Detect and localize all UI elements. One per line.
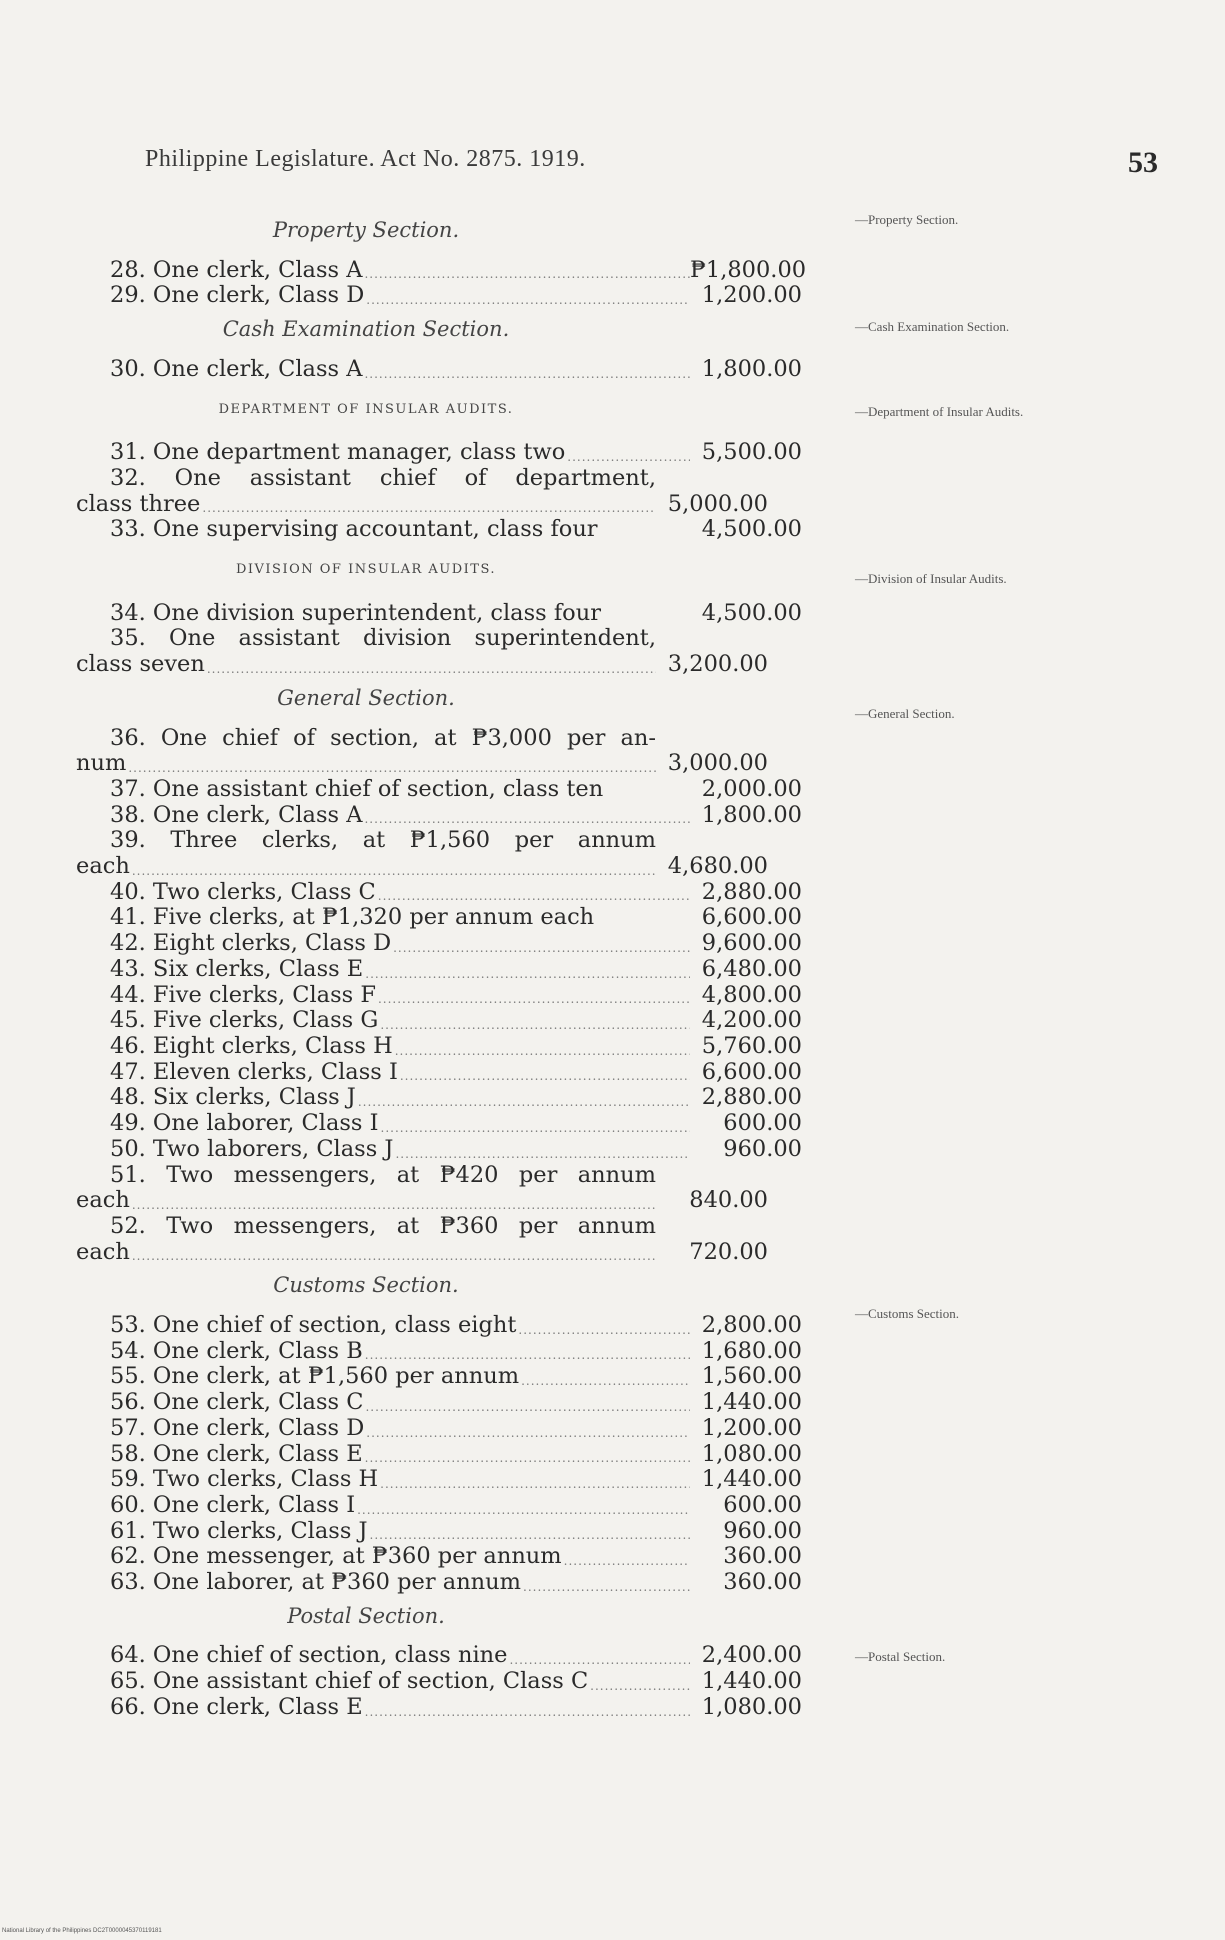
item-amount: 6,600.00 bbox=[701, 1058, 802, 1085]
item-description bbox=[76, 880, 690, 906]
list-item bbox=[76, 854, 856, 880]
list-item bbox=[76, 1493, 856, 1519]
item-text: class three bbox=[76, 491, 201, 517]
item-text: 28. One clerk, Class A bbox=[110, 257, 363, 283]
dot-leader bbox=[364, 365, 690, 383]
item-text: 55. One clerk, at ₱1,560 per annum bbox=[110, 1364, 520, 1390]
item-amount: 6,600.00 bbox=[701, 904, 802, 931]
dot-leader bbox=[378, 887, 690, 905]
item-amount: 5,500.00 bbox=[701, 439, 802, 466]
dot-leader bbox=[521, 1372, 690, 1390]
list-item bbox=[76, 517, 856, 543]
item-text: 38. One clerk, Class A bbox=[110, 802, 363, 828]
dot-leader bbox=[378, 990, 690, 1008]
dot-leader bbox=[365, 1449, 690, 1467]
item-amount: 1,200.00 bbox=[701, 282, 802, 309]
list-item bbox=[76, 1111, 856, 1137]
list-item bbox=[76, 1008, 856, 1034]
dot-leader bbox=[370, 1526, 690, 1544]
item-description bbox=[76, 1034, 690, 1060]
item-text-line: 32. One assistant chief of department, bbox=[110, 464, 656, 491]
item-description bbox=[76, 1467, 690, 1493]
list-item bbox=[76, 751, 856, 777]
list-item bbox=[76, 1669, 856, 1695]
item-text: 49. One laborer, Class I bbox=[110, 1111, 379, 1137]
item-amount: 5,760.00 bbox=[701, 1032, 802, 1059]
item-amount: 2,000.00 bbox=[701, 775, 802, 802]
item-amount: 1,800.00 bbox=[701, 355, 802, 382]
list-item bbox=[76, 1519, 856, 1545]
archive-footer: National Library of the Philippines DC2T0000045370119181 bbox=[2, 1928, 162, 1934]
item-amount: 1,440.00 bbox=[701, 1466, 802, 1493]
item-description bbox=[76, 258, 690, 284]
list-item bbox=[76, 283, 856, 309]
list-item bbox=[76, 1570, 856, 1596]
item-description bbox=[76, 983, 690, 1009]
list-item bbox=[76, 1085, 856, 1111]
item-text: 40. Two clerks, Class C bbox=[110, 879, 376, 905]
item-description bbox=[76, 1695, 690, 1721]
dot-leader bbox=[132, 1196, 656, 1214]
item-amount: 4,800.00 bbox=[701, 981, 802, 1008]
item-amount: 960.00 bbox=[723, 1517, 802, 1544]
dot-leader bbox=[207, 660, 656, 678]
item-description bbox=[76, 1060, 690, 1086]
item-description bbox=[76, 357, 690, 383]
dot-leader bbox=[366, 291, 690, 309]
dot-leader bbox=[364, 265, 690, 283]
item-amount: 2,800.00 bbox=[701, 1312, 802, 1339]
list-item bbox=[76, 1467, 856, 1493]
item-description bbox=[76, 931, 690, 957]
dot-leader bbox=[518, 1321, 690, 1339]
list-item bbox=[76, 1137, 856, 1163]
list-item bbox=[76, 440, 856, 466]
dot-leader bbox=[564, 1552, 690, 1570]
item-text: 31. One department manager, class two bbox=[110, 440, 566, 466]
running-header: Philippine Legislature. Act No. 2875. 1919. bbox=[145, 146, 586, 172]
list-item bbox=[76, 1544, 856, 1570]
list-item bbox=[76, 652, 856, 678]
item-amount: 600.00 bbox=[723, 1491, 802, 1518]
dot-leader bbox=[380, 1475, 690, 1493]
dot-leader bbox=[395, 1042, 690, 1060]
dot-leader bbox=[393, 939, 690, 957]
margin-note: —Cash Examination Section. bbox=[855, 319, 1010, 334]
section-title: Cash Examination Section. bbox=[222, 317, 510, 342]
margin-note: —Property Section. bbox=[855, 212, 959, 227]
item-description bbox=[76, 1137, 690, 1163]
item-text: each bbox=[76, 1239, 130, 1265]
list-item bbox=[76, 1390, 856, 1416]
section-title: DIVISION OF INSULAR AUDITS. bbox=[235, 562, 497, 578]
item-description bbox=[76, 1364, 690, 1390]
dot-leader bbox=[366, 1424, 690, 1442]
item-description bbox=[76, 601, 690, 627]
item-description bbox=[76, 492, 656, 518]
item-text: 64. One chief of section, class nine bbox=[110, 1643, 508, 1669]
list-item bbox=[76, 1060, 856, 1086]
item-text: 47. Eleven clerks, Class I bbox=[110, 1059, 398, 1085]
item-text: 50. Two laborers, Class J bbox=[110, 1136, 394, 1162]
item-text-line: 36. One chief of section, at ₱3,000 per an- bbox=[110, 724, 656, 751]
item-text: 59. Two clerks, Class H bbox=[110, 1467, 379, 1493]
dot-leader bbox=[380, 1016, 690, 1034]
dot-leader bbox=[590, 1677, 690, 1695]
item-text: 37. One assistant chief of section, class ten bbox=[110, 776, 604, 802]
page-number: 53 bbox=[1128, 146, 1158, 179]
item-amount: 3,000.00 bbox=[667, 750, 768, 777]
item-description bbox=[76, 905, 690, 931]
item-text: each bbox=[76, 1188, 130, 1214]
item-amount: 1,560.00 bbox=[701, 1363, 802, 1390]
item-description bbox=[76, 1544, 690, 1570]
margin-note: —General Section. bbox=[855, 706, 955, 721]
list-item bbox=[76, 492, 856, 518]
list-item bbox=[76, 601, 856, 627]
item-description bbox=[76, 777, 690, 803]
item-description bbox=[76, 854, 656, 880]
item-amount: 4,680.00 bbox=[667, 853, 768, 880]
dot-leader bbox=[509, 1651, 690, 1669]
item-description bbox=[76, 803, 690, 829]
item-description bbox=[76, 1240, 656, 1266]
list-item bbox=[76, 803, 856, 829]
list-item bbox=[76, 258, 856, 284]
item-description bbox=[76, 751, 656, 777]
item-amount: 9,600.00 bbox=[701, 930, 802, 957]
section-title: Postal Section. bbox=[287, 1603, 445, 1628]
item-amount: ₱1,800.00 bbox=[690, 256, 807, 283]
item-description bbox=[76, 1442, 690, 1468]
item-text: num bbox=[76, 751, 127, 777]
item-text: 45. Five clerks, Class G bbox=[110, 1008, 379, 1034]
item-description bbox=[76, 1519, 690, 1545]
dot-leader bbox=[202, 499, 656, 517]
item-description bbox=[76, 1313, 690, 1339]
section-title: Property Section. bbox=[272, 218, 460, 242]
list-item bbox=[76, 1695, 856, 1721]
item-description bbox=[76, 1188, 656, 1214]
list-item bbox=[76, 1313, 856, 1339]
appropriation-list bbox=[76, 210, 856, 1721]
item-amount: 1,440.00 bbox=[701, 1389, 802, 1416]
item-description bbox=[76, 440, 690, 466]
list-item bbox=[76, 983, 856, 1009]
dot-leader bbox=[365, 1346, 690, 1364]
list-item bbox=[76, 1442, 856, 1468]
dot-leader bbox=[132, 1247, 656, 1265]
item-text: 58. One clerk, Class E bbox=[110, 1441, 363, 1467]
section-title: General Section. bbox=[277, 685, 455, 710]
item-amount: 1,680.00 bbox=[701, 1337, 802, 1364]
section-title: DEPARTMENT OF INSULAR AUDITS. bbox=[218, 401, 514, 417]
item-text: 56. One clerk, Class C bbox=[110, 1390, 364, 1416]
list-item bbox=[76, 1188, 856, 1214]
list-item bbox=[76, 1240, 856, 1266]
item-text: 30. One clerk, Class A bbox=[110, 356, 363, 382]
item-description bbox=[76, 283, 690, 309]
dot-leader bbox=[395, 1145, 690, 1163]
item-amount: 960.00 bbox=[723, 1135, 802, 1162]
item-amount: 1,440.00 bbox=[701, 1668, 802, 1695]
list-item bbox=[76, 1034, 856, 1060]
dot-leader bbox=[358, 1093, 690, 1111]
dot-leader bbox=[357, 1501, 690, 1519]
list-item bbox=[76, 957, 856, 983]
item-description bbox=[76, 957, 690, 983]
item-amount: 720.00 bbox=[689, 1238, 768, 1265]
dot-leader bbox=[523, 1578, 690, 1596]
item-text: 44. Five clerks, Class F bbox=[110, 982, 376, 1008]
item-text: 61. Two clerks, Class J bbox=[110, 1518, 368, 1544]
item-amount: 4,500.00 bbox=[701, 516, 802, 543]
list-item bbox=[76, 1364, 856, 1390]
item-amount: 4,500.00 bbox=[701, 599, 802, 626]
item-text: 54. One clerk, Class B bbox=[110, 1338, 363, 1364]
item-text: 48. Six clerks, Class J bbox=[110, 1085, 356, 1111]
item-description bbox=[76, 1570, 690, 1596]
item-text-line: 52. Two messengers, at ₱360 per annum bbox=[110, 1212, 656, 1239]
item-description bbox=[76, 1669, 690, 1695]
item-description bbox=[76, 1339, 690, 1365]
item-amount: 2,880.00 bbox=[701, 1084, 802, 1111]
list-item bbox=[76, 905, 856, 931]
list-item bbox=[76, 880, 856, 906]
margin-note: —Department of Insular Audits. bbox=[855, 404, 1024, 419]
item-amount: 6,480.00 bbox=[701, 955, 802, 982]
item-amount: 1,080.00 bbox=[701, 1693, 802, 1720]
dot-leader bbox=[567, 448, 690, 466]
list-item bbox=[76, 931, 856, 957]
item-text: class seven bbox=[76, 652, 205, 678]
list-item bbox=[76, 1416, 856, 1442]
item-text: 29. One clerk, Class D bbox=[110, 283, 365, 309]
item-text: each bbox=[76, 854, 130, 880]
list-item bbox=[76, 357, 856, 383]
item-amount: 1,080.00 bbox=[701, 1440, 802, 1467]
item-amount: 2,880.00 bbox=[701, 878, 802, 905]
item-description bbox=[76, 1390, 690, 1416]
item-amount: 1,200.00 bbox=[701, 1414, 802, 1441]
item-description bbox=[76, 1085, 690, 1111]
item-text: 65. One assistant chief of section, Class C bbox=[110, 1669, 589, 1695]
section-title: Customs Section. bbox=[273, 1273, 459, 1298]
item-text: 34. One division superintendent, class four bbox=[110, 600, 601, 626]
item-description bbox=[76, 1111, 690, 1137]
item-amount: 360.00 bbox=[723, 1543, 802, 1570]
list-item bbox=[76, 777, 856, 803]
item-amount: 2,400.00 bbox=[701, 1642, 802, 1669]
item-amount: 5,000.00 bbox=[667, 490, 768, 517]
item-description bbox=[76, 1416, 690, 1442]
item-amount: 360.00 bbox=[723, 1569, 802, 1596]
item-amount: 3,200.00 bbox=[667, 651, 768, 678]
item-text-line: 51. Two messengers, at ₱420 per annum bbox=[110, 1161, 656, 1188]
item-description bbox=[76, 517, 690, 543]
dot-leader bbox=[128, 759, 656, 777]
item-text: 53. One chief of section, class eight bbox=[110, 1313, 517, 1339]
list-item bbox=[76, 1339, 856, 1365]
item-description bbox=[76, 652, 656, 678]
dot-leader bbox=[132, 862, 656, 880]
list-item bbox=[76, 1643, 856, 1669]
item-text: 41. Five clerks, at ₱1,320 per annum each bbox=[110, 905, 595, 931]
item-amount: 600.00 bbox=[723, 1110, 802, 1137]
dot-leader bbox=[365, 965, 690, 983]
item-text-line: 35. One assistant division superintendent, bbox=[110, 625, 656, 652]
item-text: 62. One messenger, at ₱360 per annum bbox=[110, 1544, 562, 1570]
item-amount: 840.00 bbox=[689, 1187, 768, 1214]
item-text: 43. Six clerks, Class E bbox=[110, 956, 364, 982]
item-text: 57. One clerk, Class D bbox=[110, 1415, 365, 1441]
item-description bbox=[76, 1493, 690, 1519]
item-text: 60. One clerk, Class I bbox=[110, 1492, 356, 1518]
item-text: 66. One clerk, Class E bbox=[110, 1694, 363, 1720]
item-amount: 4,200.00 bbox=[701, 1007, 802, 1034]
dot-leader bbox=[400, 1067, 690, 1085]
item-text-line: 39. Three clerks, at ₱1,560 per annum bbox=[110, 827, 656, 854]
dot-leader bbox=[381, 1119, 690, 1137]
margin-note: —Division of Insular Audits. bbox=[855, 571, 1007, 586]
item-text: 46. Eight clerks, Class H bbox=[110, 1033, 393, 1059]
margin-note: —Customs Section. bbox=[855, 1306, 960, 1321]
item-text: 33. One supervising accountant, class four bbox=[110, 517, 598, 543]
item-amount: 1,800.00 bbox=[701, 801, 802, 828]
dot-leader bbox=[365, 1703, 690, 1721]
item-description bbox=[76, 1643, 690, 1669]
margin-note: —Postal Section. bbox=[855, 1649, 946, 1664]
dot-leader bbox=[364, 810, 690, 828]
item-text: 42. Eight clerks, Class D bbox=[110, 931, 392, 957]
item-description bbox=[76, 1008, 690, 1034]
item-text: 63. One laborer, at ₱360 per annum bbox=[110, 1570, 521, 1596]
dot-leader bbox=[365, 1398, 690, 1416]
